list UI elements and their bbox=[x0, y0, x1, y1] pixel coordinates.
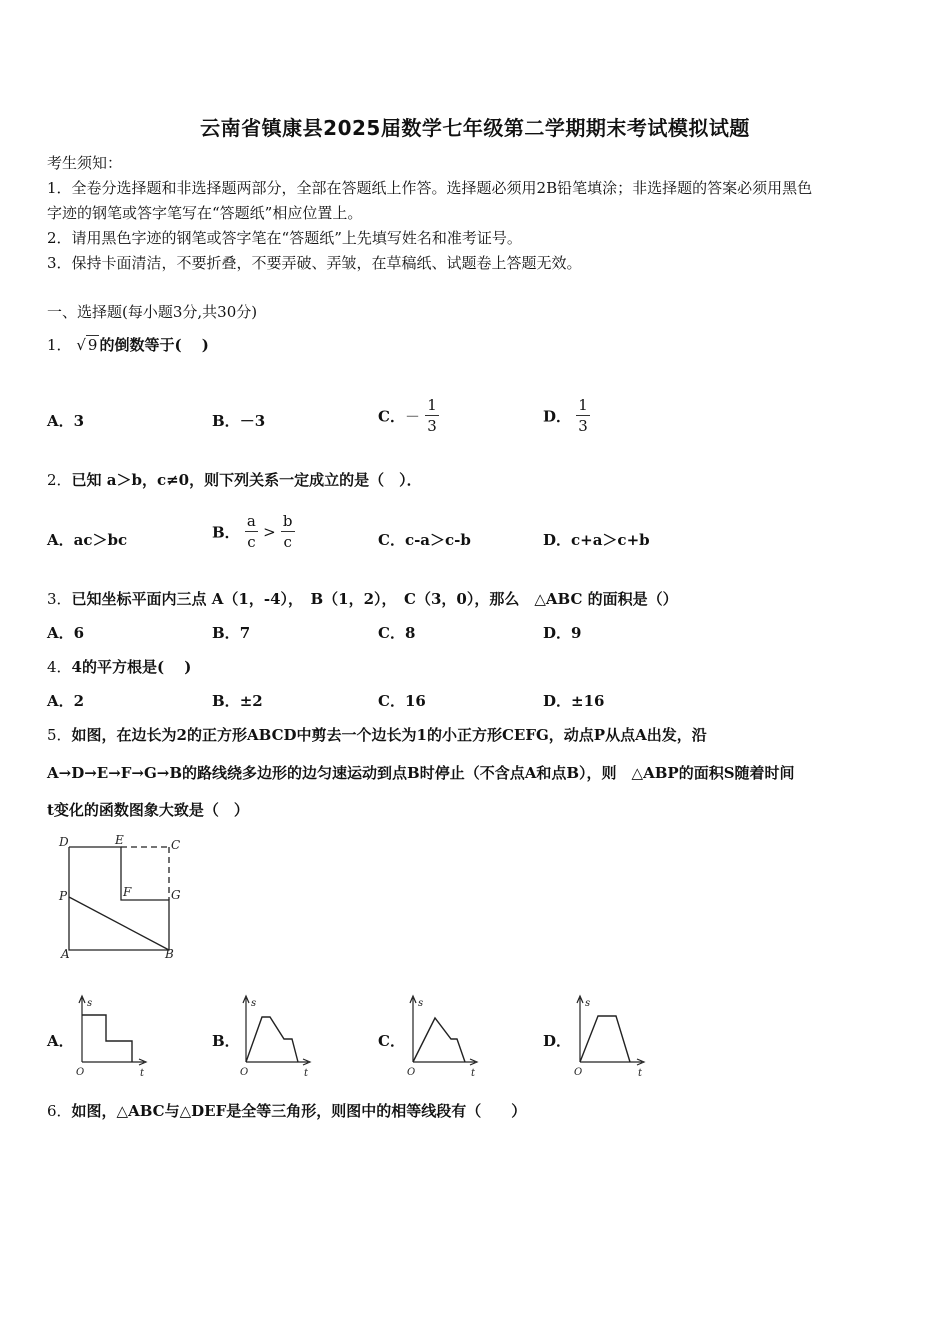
q2-option-c[interactable]: C．c-a＞c-b bbox=[378, 531, 471, 549]
label-g: G bbox=[171, 888, 181, 902]
svg-text:s: s bbox=[87, 998, 93, 1009]
svg-text:t: t bbox=[638, 1068, 643, 1079]
q4-option-d[interactable]: D．±16 bbox=[543, 692, 605, 710]
notice-item-1: 1．全卷分选择题和非选择题两部分，全部在答题纸上作答。选择题必须用2B铅笔填涂；非选择题的答案必须用黑色 bbox=[47, 179, 813, 197]
label-c: C bbox=[171, 838, 181, 852]
graph-c bbox=[403, 992, 483, 1080]
label-e: E bbox=[115, 833, 124, 847]
question-6: 6．如图，△ABC与△DEF是全等三角形，则图中的相等线段有（ ） bbox=[47, 1102, 527, 1120]
label-b: B bbox=[165, 947, 174, 961]
q4-option-a[interactable]: A．2 bbox=[47, 692, 85, 710]
label-p: P bbox=[59, 889, 68, 903]
notice-item-3: 3．保持卡面清洁，不要折叠，不要弄破、弄皱，在草稿纸、试题卷上答题无效。 bbox=[47, 254, 582, 272]
question-5: 5．如图，在边长为2的正方形ABCD中剪去一个边长为1的小正方形CEFG，动点P从点A出发，沿 bbox=[47, 726, 707, 744]
q5-option-b[interactable]: B． bbox=[212, 1032, 240, 1050]
svg-text:s: s bbox=[251, 998, 257, 1009]
svg-text:O: O bbox=[76, 1067, 85, 1078]
graph-b bbox=[236, 992, 316, 1080]
q2-option-d[interactable]: D．c+a＞c+b bbox=[543, 531, 650, 549]
section-heading: 一、选择题(每小题3分,共30分) bbox=[47, 303, 258, 321]
question-5-line-3: t变化的函数图象大致是（ ） bbox=[47, 801, 249, 819]
fraction: $\frac{1}{3}$ bbox=[578, 396, 588, 435]
notice-heading: 考生须知： bbox=[47, 154, 123, 172]
question-text: 的倒数等于( ) bbox=[99, 336, 209, 354]
question-5-line-2: A→D→E→F→G→B的路线绕多边形的边匀速运动到点B时停止（不含点A和点B），则 △ABP的面积S随着时间 bbox=[47, 764, 795, 782]
svg-text:O: O bbox=[240, 1067, 249, 1078]
question-1 bbox=[47, 334, 209, 355]
q3-option-c[interactable]: C．8 bbox=[378, 624, 416, 642]
question-number: 1． bbox=[47, 336, 72, 354]
q5-option-d[interactable]: D． bbox=[543, 1032, 572, 1050]
notice-item-2: 2．请用黑色字迹的钢笔或答字笔在“答题纸”上先填写姓名和准考证号。 bbox=[47, 229, 522, 247]
q3-option-b[interactable]: B．7 bbox=[212, 624, 251, 642]
q5-option-a[interactable]: A． bbox=[47, 1032, 74, 1050]
q4-option-c[interactable]: C．16 bbox=[378, 692, 426, 710]
q3-option-d[interactable]: D．9 bbox=[543, 624, 582, 642]
q2-option-b[interactable]: B． $\frac{a}{c}$ > $\frac{b}{c}$ bbox=[212, 512, 293, 551]
question-4: 4．4的平方根是( ) bbox=[47, 658, 192, 676]
svg-text:O: O bbox=[574, 1067, 583, 1078]
question-3: 3．已知坐标平面内三点 A（1，-4）， B（1，2）， C（3，0），那么 △ABC 的面积是（） bbox=[47, 590, 678, 608]
radicand: 9 bbox=[87, 336, 98, 354]
label-f: F bbox=[123, 885, 132, 899]
notice-item-1-cont: 字迹的钢笔或答字笔写在“答题纸”相应位置上。 bbox=[47, 204, 363, 222]
q1-option-d[interactable]: D． $\frac{1}{3}$ bbox=[543, 396, 588, 435]
q5-option-c[interactable]: C． bbox=[378, 1032, 405, 1050]
fraction: $\frac{a}{c}$ bbox=[246, 512, 256, 551]
graph-a bbox=[72, 992, 152, 1080]
svg-text:s: s bbox=[418, 998, 424, 1009]
q2-option-a[interactable]: A．ac＞bc bbox=[47, 531, 128, 549]
label-d: D bbox=[59, 835, 69, 849]
fraction: $\frac{b}{c}$ bbox=[282, 512, 293, 551]
graph-d bbox=[570, 992, 650, 1080]
svg-text:t: t bbox=[140, 1068, 145, 1079]
svg-text:s: s bbox=[585, 998, 591, 1009]
sqrt-symbol: √ 9 bbox=[76, 336, 98, 354]
q1-option-a[interactable]: A．3 bbox=[47, 412, 85, 430]
q1-option-c[interactable]: C．－ $\frac{1}{3}$ bbox=[378, 396, 437, 435]
svg-text:t: t bbox=[304, 1068, 309, 1079]
svg-text:t: t bbox=[471, 1068, 476, 1079]
q1-option-b[interactable]: B．－3 bbox=[212, 412, 266, 430]
q4-option-b[interactable]: B．±2 bbox=[212, 692, 263, 710]
label-a: A bbox=[61, 947, 70, 961]
svg-text:O: O bbox=[407, 1067, 416, 1078]
square-figure bbox=[55, 832, 195, 962]
question-2: 2．已知 a＞b，c≠0，则下列关系一定成立的是（ ）． bbox=[47, 471, 422, 489]
page-title: 云南省镇康县2025届数学七年级第二学期期末考试模拟试题 bbox=[200, 116, 750, 140]
fraction: $\frac{1}{3}$ bbox=[427, 396, 437, 435]
q3-option-a[interactable]: A．6 bbox=[47, 624, 85, 642]
